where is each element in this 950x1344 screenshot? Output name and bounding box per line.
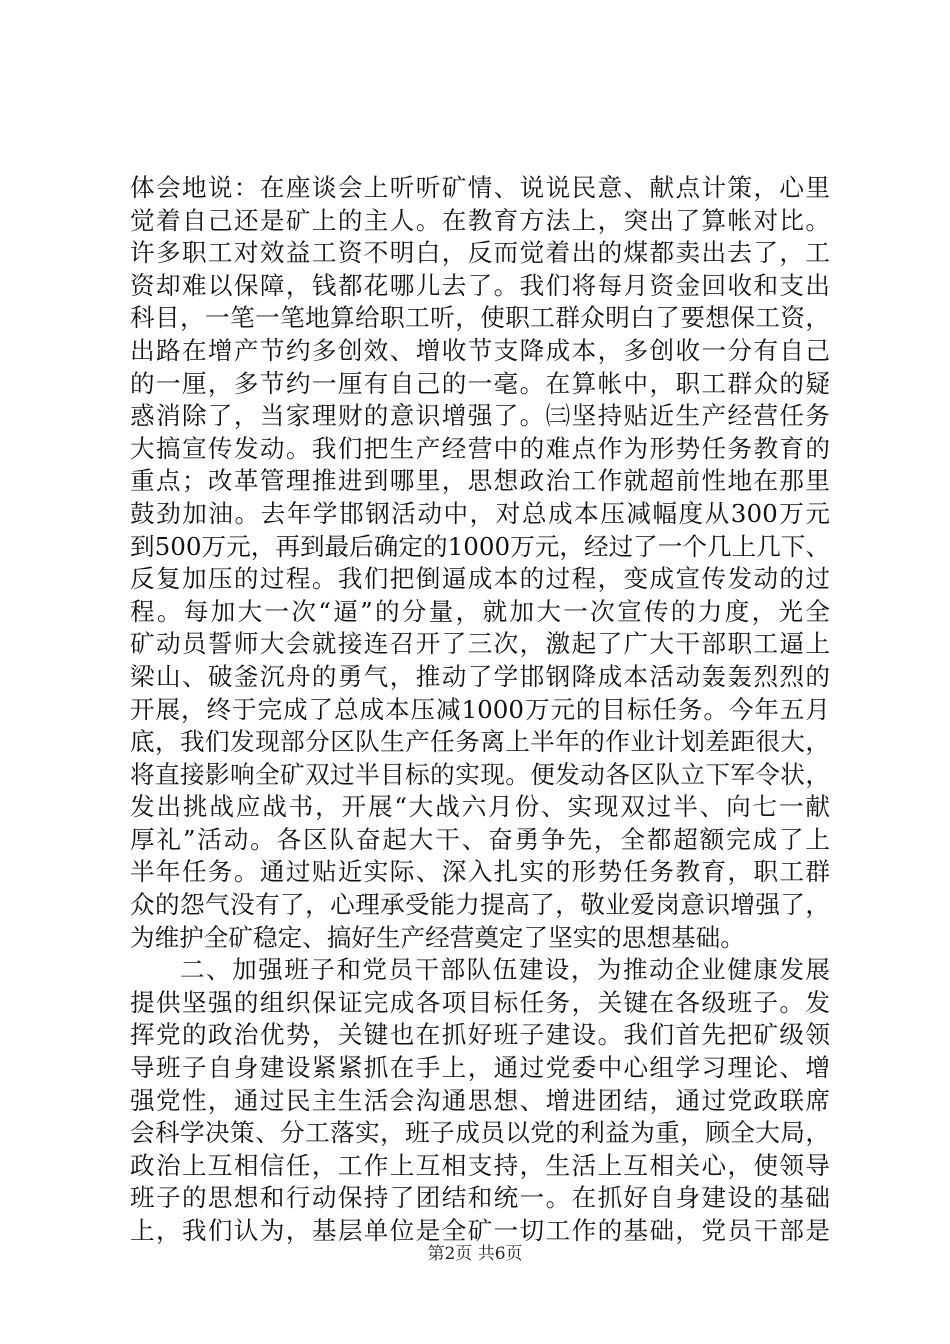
text-line: 觉着自己还是矿上的主人。在教育方法上，突出了算帐对比。 bbox=[130, 205, 830, 235]
text-line: 重点；改革管理推进到哪里，思想政治工作就超前性地在那里 bbox=[130, 466, 830, 496]
text-line: 导班子自身建设紧紧抓在手上，通过党委中心组学习理论、增 bbox=[130, 1053, 830, 1083]
text-line: 鼓劲加油。去年学邯钢活动中，对总成本压减幅度从300万元 bbox=[130, 498, 830, 528]
text-line: 体会地说：在座谈会上听听矿情、说说民意、献点计策，心里 bbox=[130, 173, 830, 202]
section-heading-line: 二、加强班子和党员干部队伍建设，为推动企业健康发展 bbox=[180, 955, 830, 985]
text-line: 众的怨气没有了，心理承受能力提高了，敬业爱岗意识增强了， bbox=[130, 890, 830, 920]
body-text bbox=[130, 172, 830, 1248]
text-line: 许多职工对效益工资不明白，反而觉着出的煤都卖出去了，工 bbox=[130, 238, 830, 268]
text-line: 底，我们发现部分区队生产任务离上半年的作业计划差距很大， bbox=[130, 727, 830, 757]
text-line: 强党性，通过民主生活会沟通思想、增进团结，通过党政联席 bbox=[130, 1085, 830, 1115]
text-line: 发出挑战应战书，开展“大战六月份、实现双过半、向七一献 bbox=[130, 792, 830, 822]
text-line: 程。每加大一次“逼”的分量，就加大一次宣传的力度，光全 bbox=[130, 596, 830, 626]
text-line: 挥党的政治优势，关键也在抓好班子建设。我们首先把矿级领 bbox=[130, 1020, 830, 1050]
text-line: 政治上互相信任，工作上互相支持，生活上互相关心，使领导 bbox=[130, 1150, 830, 1180]
text-line: 提供坚强的组织保证完成各项目标任务，关键在各级班子。发 bbox=[130, 987, 830, 1017]
text-line: 出路在增产节约多创效、增收节支降成本，多创收一分有自己 bbox=[130, 335, 830, 365]
text-line: 到500万元，再到最后确定的1000万元，经过了一个几上几下、 bbox=[130, 531, 830, 561]
page-number-footer: 第2页 共6页 bbox=[427, 1244, 523, 1264]
text-line: 将直接影响全矿双过半目标的实现。便发动各区队立下军令状， bbox=[130, 759, 830, 789]
text-line: 上，我们认为，基层单位是全矿一切工作的基础，党员干部是 bbox=[130, 1216, 830, 1245]
text-line: 惑消除了，当家理财的意识增强了。㈢坚持贴近生产经营任务 bbox=[130, 401, 830, 431]
text-line: 班子的思想和行动保持了团结和统一。在抓好自身建设的基础 bbox=[130, 1183, 830, 1213]
text-line: 反复加压的过程。我们把倒逼成本的过程，变成宣传发动的过 bbox=[130, 564, 830, 594]
text-line: 半年任务。通过贴近实际、深入扎实的形势任务教育，职工群 bbox=[130, 857, 830, 887]
text-line: 会科学决策、分工落实，班子成员以党的利益为重，顾全大局， bbox=[130, 1118, 830, 1148]
text-line: 资却难以保障，钱都花哪儿去了。我们将每月资金回收和支出 bbox=[130, 270, 830, 300]
text-line: 梁山、破釜沉舟的勇气，推动了学邯钢降成本活动轰轰烈烈的 bbox=[130, 661, 830, 691]
text-line: 开展，终于完成了总成本压减1000万元的目标任务。今年五月 bbox=[130, 694, 830, 724]
text-line: 矿动员誓师大会就接连召开了三次，激起了广大干部职工逼上 bbox=[130, 629, 830, 659]
text-line: 为维护全矿稳定、搞好生产经营奠定了坚实的思想基础。 bbox=[130, 922, 745, 952]
text-line: 的一厘，多节约一厘有自己的一毫。在算帐中，职工群众的疑 bbox=[130, 368, 830, 398]
text-line: 科目，一笔一笔地算给职工听，使职工群众明白了要想保工资， bbox=[130, 303, 830, 333]
text-line: 大搞宣传发动。我们把生产经营中的难点作为形势任务教育的 bbox=[130, 433, 830, 463]
text-line: 厚礼”活动。各区队奋起大干、奋勇争先，全都超额完成了上 bbox=[130, 824, 830, 854]
